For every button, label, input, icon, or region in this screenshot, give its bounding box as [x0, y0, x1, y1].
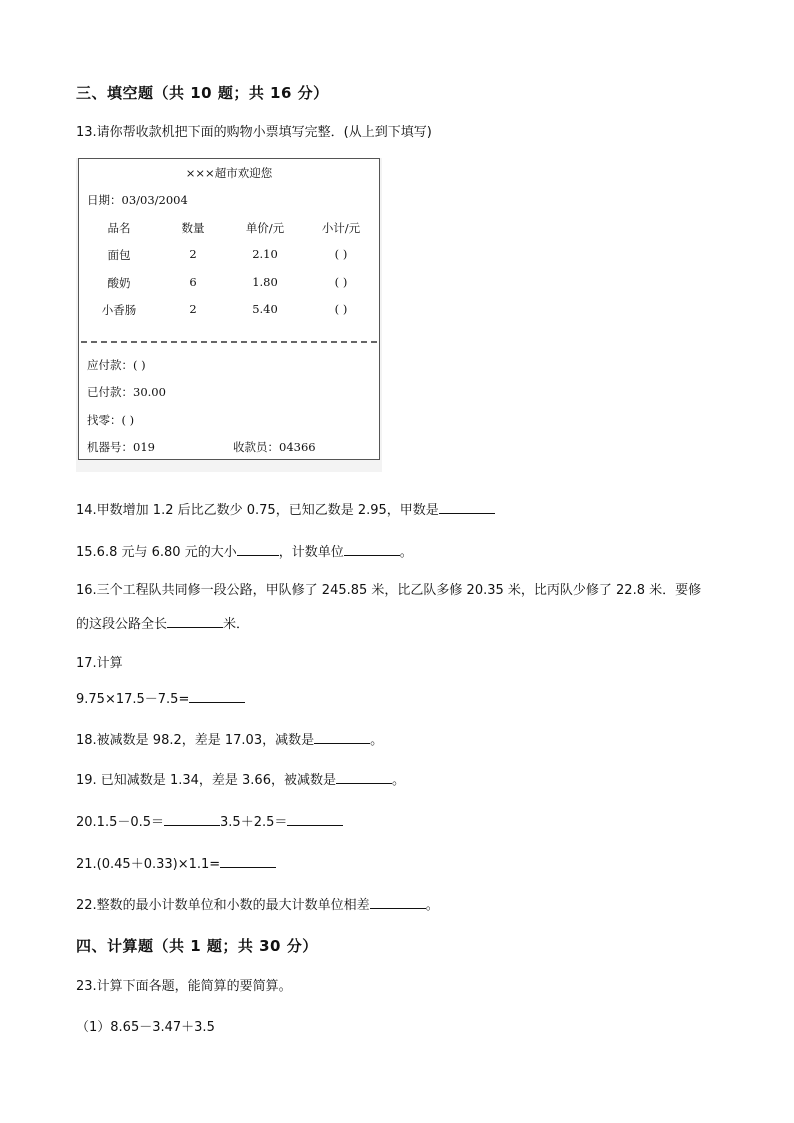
answer-blank[interactable] [336, 769, 392, 784]
question-19 [76, 769, 405, 790]
question-14 [76, 499, 495, 520]
receipt-machine-no: 机器号：019 [87, 440, 155, 454]
question-17 [76, 688, 245, 709]
receipt-row-name: 面包 [107, 248, 131, 262]
question-20 [76, 811, 343, 832]
receipt-row-subtotal: ( ) [334, 275, 348, 289]
receipt-cashier: 收款员：04366 [233, 440, 316, 454]
receipt-col-price: 单价/元 [245, 221, 285, 235]
answer-blank[interactable] [439, 499, 495, 514]
question-17-title: 17.计算 [76, 656, 123, 671]
receipt-col-qty: 数量 [181, 221, 205, 235]
receipt-row-name: 酸奶 [107, 276, 131, 290]
question-21-expr: 21.(0.45＋0.33)×1.1= [76, 857, 221, 872]
answer-blank[interactable] [220, 853, 276, 868]
question-20-expr-2: 3.5＋2.5＝ [220, 815, 288, 830]
question-15 [76, 541, 413, 562]
question-18-end: 。 [370, 733, 384, 748]
answer-blank[interactable] [344, 541, 400, 556]
question-22-text: 22.整数的最小计数单位和小数的最大计数单位相差 [76, 898, 370, 913]
section-title-fill-in: 三、填空题（共 10 题；共 16 分） [76, 84, 329, 102]
question-23-text: 23.计算下面各题，能简算的要简算。 [76, 979, 292, 994]
question-13-text: 13.请你帮收款机把下面的购物小票填写完整．(从上到下填写) [76, 125, 432, 140]
question-16-line-2 [76, 613, 249, 634]
receipt-date: 日期：03/03/2004 [87, 193, 188, 207]
receipt-figure [76, 158, 382, 472]
section-title-calculation: 四、计算题（共 1 题；共 30 分） [76, 937, 318, 955]
question-19-end: 。 [391, 773, 405, 788]
question-23-sub-1: （1）8.65－3.47＋3.5 [76, 1020, 215, 1035]
question-15-end: 。 [399, 545, 413, 560]
question-14-text: 14.甲数增加 1.2 后比乙数少 0.75，已知乙数是 2.95，甲数是 [76, 503, 439, 518]
receipt-divider [81, 341, 377, 343]
answer-blank[interactable] [287, 811, 343, 826]
receipt-row-subtotal: ( ) [334, 247, 348, 261]
question-19-text: 19. 已知减数是 1.34，差是 3.66，被减数是 [76, 773, 336, 788]
receipt-row-qty: 6 [189, 275, 197, 289]
receipt-header: ×××超市欢迎您 [185, 166, 273, 180]
answer-blank[interactable] [370, 894, 426, 909]
question-20-expr-1: 20.1.5－0.5＝ [76, 815, 165, 830]
question-15-text: ，计数单位 [278, 545, 344, 560]
answer-blank[interactable] [314, 729, 370, 744]
question-21 [76, 853, 276, 874]
question-15-text: 15.6.8 元与 6.80 元的大小 [76, 545, 237, 560]
receipt-amount-due: 应付款：( ) [87, 358, 146, 372]
receipt-row-qty: 2 [189, 302, 197, 316]
receipt-col-name: 品名 [107, 221, 131, 235]
receipt-row-qty: 2 [189, 247, 197, 261]
answer-blank[interactable] [237, 541, 279, 556]
question-22 [76, 894, 439, 915]
receipt-row-name: 小香肠 [101, 303, 137, 317]
question-16-line-1: 16.三个工程队共同修一段公路，甲队修了 245.85 米，比乙队多修 20.35 米，比丙队少修了 22.8 米．要修 [76, 583, 702, 598]
answer-blank[interactable] [164, 811, 220, 826]
question-18 [76, 729, 383, 750]
question-17-expr: 9.75×17.5－7.5= [76, 692, 190, 707]
answer-blank[interactable] [167, 613, 223, 628]
receipt-amount-paid: 已付款：30.00 [87, 385, 166, 399]
receipt-box [78, 158, 380, 460]
receipt-row-price: 1.80 [252, 275, 278, 289]
question-16-text: 的这段公路全长 [76, 617, 168, 632]
question-18-text: 18.被减数是 98.2，差是 17.03，减数是 [76, 733, 315, 748]
receipt-row-price: 2.10 [252, 247, 278, 261]
receipt-row-price: 5.40 [252, 302, 278, 316]
receipt-change: 找零：( ) [87, 413, 135, 427]
question-16-unit: 米． [223, 617, 250, 632]
question-22-end: 。 [425, 898, 439, 913]
answer-blank[interactable] [189, 688, 245, 703]
receipt-row-subtotal: ( ) [334, 302, 348, 316]
receipt-col-subtotal: 小计/元 [321, 221, 361, 235]
